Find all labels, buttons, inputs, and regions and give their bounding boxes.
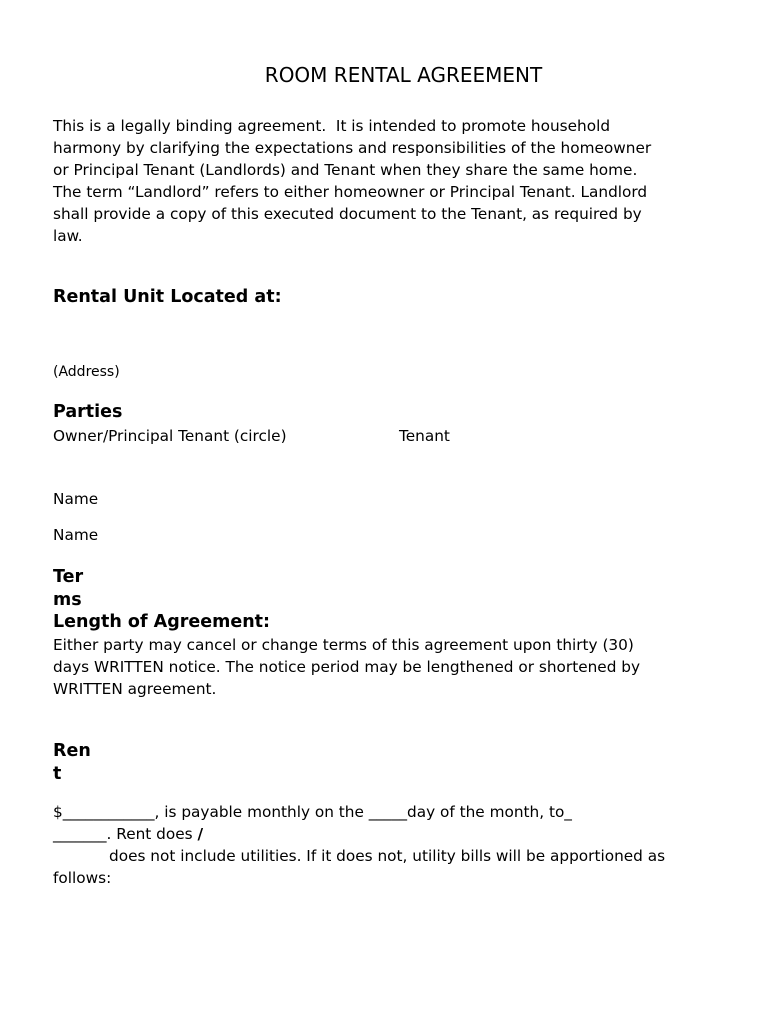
intro-line: harmony by clarifying the expectations and responsibilities of the homeowner <box>53 139 652 157</box>
terms-heading-line: Ter <box>53 567 84 587</box>
rent-does-text: _______. Rent does <box>53 825 198 843</box>
intro-line: shall provide a copy of this executed document to the Tenant, as required by <box>53 205 642 223</box>
terms-line: WRITTEN agreement. <box>53 680 217 698</box>
owner-principal-tenant-label: Owner/Principal Tenant (circle) <box>53 427 287 445</box>
rent-line-2 <box>53 823 723 845</box>
tenant-label: Tenant <box>399 427 450 445</box>
intro-line: The term “Landlord” refers to either homeowner or Principal Tenant. Landlord <box>53 183 648 201</box>
intro-line: This is a legally binding agreement. It is intended to promote household <box>53 117 611 135</box>
rent-line-1: $____________, is payable monthly on the _____day of the month, to_ <box>53 803 572 821</box>
rent-paragraph <box>53 801 723 889</box>
terms-line: Either party may cancel or change terms of this agreement upon thirty (30) <box>53 636 634 654</box>
rent-slash: / <box>197 825 204 843</box>
rent-line-3: does not include utilities. If it does not, utility bills will be apportioned as <box>109 847 666 865</box>
rental-unit-heading: Rental Unit Located at: <box>53 287 282 307</box>
parties-heading: Parties <box>53 402 123 422</box>
terms-line: days WRITTEN notice. The notice period may be lengthened or shortened by <box>53 658 641 676</box>
terms-paragraph <box>53 634 723 700</box>
intro-paragraph <box>53 115 723 247</box>
document-title: ROOM RENTAL AGREEMENT <box>264 63 543 87</box>
name-label-2: Name <box>53 526 99 544</box>
rent-line-4: follows: <box>53 869 112 887</box>
rent-heading <box>53 740 91 786</box>
name-label-1: Name <box>53 490 99 508</box>
rent-heading-line: t <box>53 764 62 784</box>
rent-heading-line: Ren <box>53 741 91 761</box>
intro-line: law. <box>53 227 83 245</box>
length-of-agreement-heading: Length of Agreement: <box>53 612 271 632</box>
terms-heading <box>53 566 83 612</box>
intro-line: or Principal Tenant (Landlords) and Tenant when they share the same home. <box>53 161 638 179</box>
address-label: (Address) <box>53 364 120 380</box>
terms-heading-line: ms <box>53 590 82 610</box>
